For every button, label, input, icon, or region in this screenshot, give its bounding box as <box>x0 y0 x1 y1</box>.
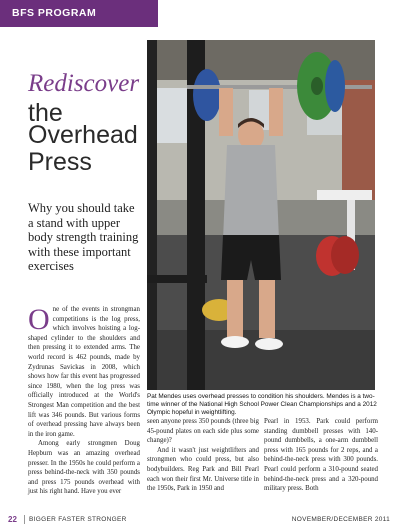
drop-cap: O <box>28 303 50 336</box>
paragraph: Pearl in 1953. Park could perform standing dumbbell presses with 140-pound dumbbells, a one-arm dumbbell press with 165 pounds for 2 reps, and a behind-the-neck press with 300 pounds. Pearl could perform a 310-pound seated behind-the-neck press and a 320-pound military press. Both <box>264 418 378 493</box>
page-footer <box>0 513 400 529</box>
issue-date: NOVEMBER/DECEMBER 2011 <box>291 516 390 523</box>
section-banner <box>0 0 158 27</box>
photo-caption: Pat Mendes uses overhead presses to condition his shoulders. Mendes is a two-time winner of the National High School Power Clean Championships and a 2012 Olympic hopeful in weightlifting. <box>147 393 377 416</box>
body-column-1 <box>28 305 140 497</box>
section-label: BFS PROGRAM <box>12 7 97 19</box>
headline-line3: Overhead Press <box>28 121 138 176</box>
headline-line2: the <box>28 99 63 127</box>
headline-line1: Rediscover <box>28 70 140 97</box>
paragraph: And it wasn't just weightlifters and strongmen who could press, but also bodybuilders. Reg Park and Bill Pearl each won their first Mr. Universe title in the 1950s, Park in 1950 and <box>147 446 259 493</box>
article-photo <box>147 40 375 390</box>
paragraph: seen anyone press 350 pounds (three big 45-pound plates on each side plus some change)? <box>147 418 259 445</box>
body-column-2 <box>147 417 259 494</box>
body-column-3 <box>264 417 378 494</box>
paragraph: Among early strongmen Doug Hepburn was an amazing overhead presser. In the 1950s he could perform a press behind-the-neck with 350 pounds and press 175 pounds overhead with just his right hand. Have you ever <box>28 440 140 496</box>
deck-subtitle: Why you should take a stand with upper body strength training with these important exercises <box>28 201 139 273</box>
publication-name: BIGGER FASTER STRONGER <box>24 515 127 524</box>
page-number: 22 <box>8 515 17 524</box>
paragraph: ne of the events in strongman competitions is the log press, which involves hoisting a log-shaped cylinder to the shoulders and then pressing it to extended arms. The world record is 462 pounds, made by Zydrunas Savickas in 2008, which shows how far this event has progressed since 1980, when the log press was officially introduced at the World's Strongest Man competition and the best lift was 346 pounds. But various forms of overhead pressing have always been in the iron game. <box>28 306 140 438</box>
